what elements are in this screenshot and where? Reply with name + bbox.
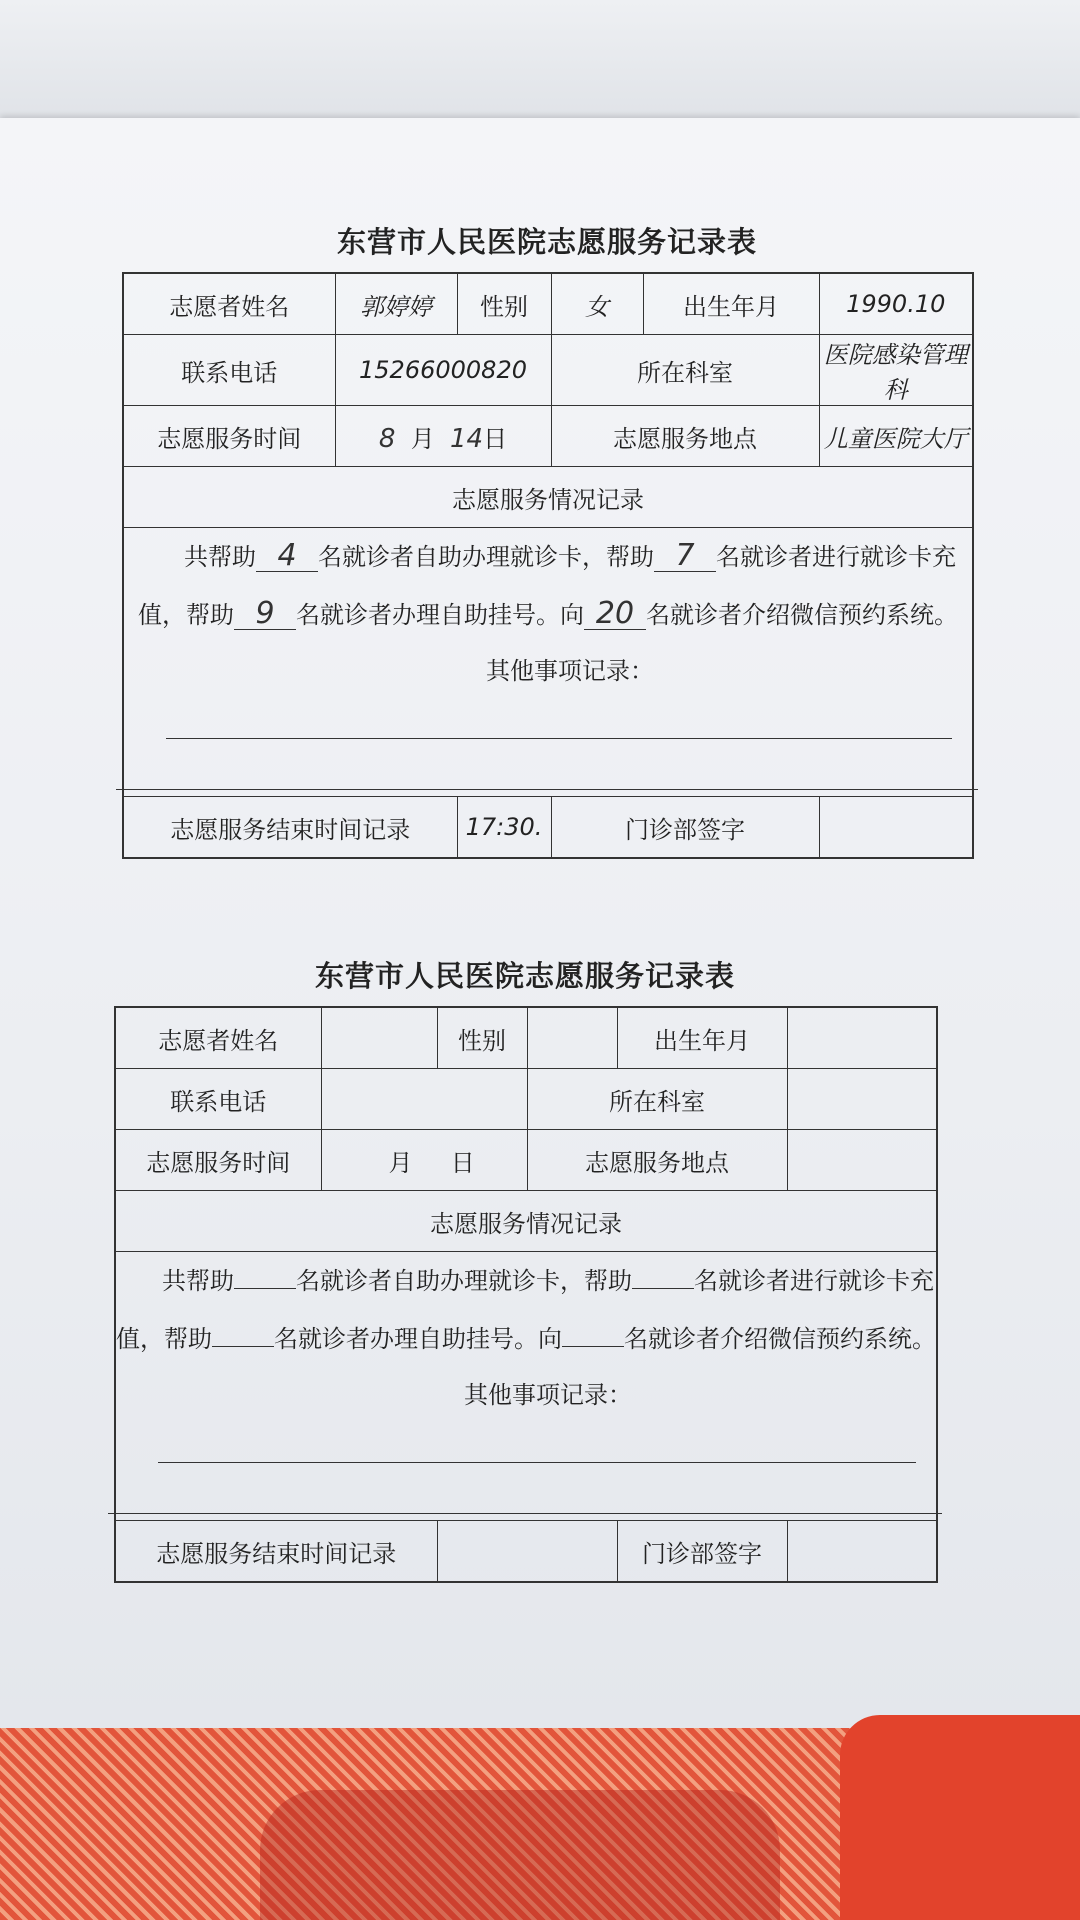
- end-time-label: 志愿服务结束时间记录: [123, 797, 457, 859]
- service-month-value: 8: [378, 423, 396, 454]
- department-value[interactable]: [787, 1069, 937, 1130]
- gender-label: 性别: [457, 273, 551, 335]
- background-top: [0, 0, 1080, 130]
- record-header: 志愿服务情况记录: [123, 467, 973, 528]
- gender-value[interactable]: 女: [551, 273, 643, 335]
- day-label: 日: [450, 1148, 475, 1177]
- record-form-2: [114, 956, 936, 1583]
- form-title: 东营市人民医院志愿服务记录表: [314, 959, 735, 993]
- birth-value[interactable]: 1990.10: [819, 273, 973, 335]
- phone-value[interactable]: [321, 1069, 527, 1130]
- service-day-value: 14: [449, 423, 484, 454]
- record-text: [116, 1267, 936, 1353]
- end-time-label: 志愿服务结束时间记录: [115, 1521, 437, 1583]
- service-time-label: 志愿服务时间: [115, 1130, 321, 1191]
- other-line-2[interactable]: [116, 771, 978, 790]
- sentence-3: 名就诊者进行就诊卡充值，帮助: [138, 543, 956, 629]
- record-body: [115, 1252, 937, 1521]
- fabric-fold: [840, 1715, 1080, 1920]
- birth-label: 出生年月: [617, 1007, 787, 1069]
- sentence-2: 名就诊者自助办理就诊卡，帮助: [318, 543, 654, 571]
- sentence-1: 共帮助: [184, 543, 256, 571]
- sentence-4: 名就诊者办理自助挂号。向: [296, 601, 584, 629]
- signature-value[interactable]: [787, 1521, 937, 1583]
- month-label: 月: [388, 1148, 413, 1177]
- form-table: [114, 1006, 938, 1583]
- other-label: 其他事项记录：: [464, 1381, 632, 1409]
- form-table: [122, 272, 974, 859]
- service-place-value[interactable]: 儿童医院大厅: [819, 406, 973, 467]
- record-form-1: [122, 222, 972, 859]
- name-label: 志愿者姓名: [115, 1007, 321, 1069]
- service-time-label: 志愿服务时间: [123, 406, 335, 467]
- sentence-3: 名就诊者进行就诊卡充值，帮助: [116, 1267, 934, 1353]
- other-line-1[interactable]: [166, 720, 952, 739]
- day-label: 日: [483, 424, 508, 453]
- count-register-field[interactable]: 9: [234, 600, 296, 630]
- service-place-label: 志愿服务地点: [551, 406, 819, 467]
- sentence-1: 共帮助: [162, 1267, 234, 1295]
- signature-value[interactable]: [819, 797, 973, 859]
- count-recharge-field[interactable]: 7: [654, 542, 716, 572]
- record-body: [123, 528, 973, 797]
- signature-label: 门诊部签字: [551, 797, 819, 859]
- count-card-field[interactable]: [234, 1288, 296, 1289]
- fabric-shadow: [260, 1790, 780, 1920]
- count-wechat-field[interactable]: 20: [584, 600, 646, 630]
- service-place-label: 志愿服务地点: [527, 1130, 787, 1191]
- end-time-value[interactable]: [437, 1521, 617, 1583]
- other-label: 其他事项记录：: [486, 657, 654, 685]
- name-value[interactable]: 郭婷婷: [335, 273, 457, 335]
- name-value[interactable]: [321, 1007, 437, 1069]
- birth-label: 出生年月: [643, 273, 819, 335]
- phone-value[interactable]: 15266000820: [335, 335, 551, 406]
- other-line-1[interactable]: [158, 1444, 916, 1463]
- signature-label: 门诊部签字: [617, 1521, 787, 1583]
- count-card-field[interactable]: 4: [256, 542, 318, 572]
- gender-value[interactable]: [527, 1007, 617, 1069]
- sentence-4: 名就诊者办理自助挂号。向: [274, 1325, 562, 1353]
- birth-value[interactable]: [787, 1007, 937, 1069]
- month-label: 月: [410, 424, 435, 453]
- other-line-2[interactable]: [108, 1495, 942, 1514]
- phone-label: 联系电话: [123, 335, 335, 406]
- count-wechat-field[interactable]: [562, 1346, 624, 1347]
- service-place-value[interactable]: [787, 1130, 937, 1191]
- form-title: 东营市人民医院志愿服务记录表: [336, 225, 757, 259]
- phone-label: 联系电话: [115, 1069, 321, 1130]
- service-time-value[interactable]: [321, 1130, 527, 1191]
- sentence-5: 名就诊者介绍微信预约系统。: [624, 1325, 936, 1353]
- record-header: 志愿服务情况记录: [115, 1191, 937, 1252]
- department-value[interactable]: 医院感染管理科: [819, 335, 973, 406]
- record-text: [138, 538, 958, 631]
- service-time-value[interactable]: [335, 406, 551, 467]
- name-label: 志愿者姓名: [123, 273, 335, 335]
- count-register-field[interactable]: [212, 1346, 274, 1347]
- sentence-5: 名就诊者介绍微信预约系统。: [646, 601, 958, 629]
- sentence-2: 名就诊者自助办理就诊卡，帮助: [296, 1267, 632, 1295]
- department-label: 所在科室: [527, 1069, 787, 1130]
- end-time-value[interactable]: 17:30.: [457, 797, 551, 859]
- gender-label: 性别: [437, 1007, 527, 1069]
- count-recharge-field[interactable]: [632, 1288, 694, 1289]
- department-label: 所在科室: [551, 335, 819, 406]
